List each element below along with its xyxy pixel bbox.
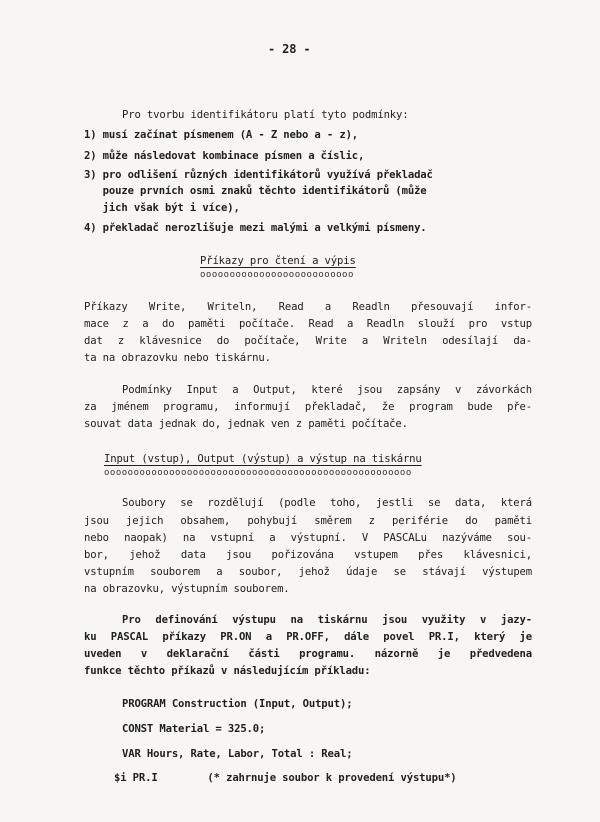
- rule-item: 3) pro odlišení různých identifikátorů využívá překladač: [84, 169, 433, 181]
- paragraph-line: Pro definování výstupu na tiskárnu jsou využity v jazy-: [122, 614, 532, 626]
- rule-item: pouze prvních osmi znaků těchto identifikátorů (může: [84, 185, 427, 197]
- paragraph-line: jsou jejich obsahem, pohybují směrem z periférie do paměti: [84, 515, 532, 527]
- code-line: VAR Hours, Rate, Labor, Total : Real;: [122, 748, 353, 760]
- page-number: - 28 -: [268, 42, 311, 56]
- code-line: PROGRAM Construction (Input, Output);: [122, 698, 353, 710]
- paragraph-line: Soubory se rozdělují (podle toho, jestli se data, která: [122, 497, 532, 509]
- paragraph-line: funkce těchto příkazů v následujícím příkladu:: [84, 665, 371, 677]
- heading-dotted-rule: oooooooooooooooooooooooooooooooooooooooooooooooooooo: [104, 468, 412, 478]
- rule-item: 4) překladač nerozlišuje mezi malými a velkými písmeny.: [84, 222, 427, 234]
- paragraph-line: uveden v deklarační části programu. názorně je předvedena: [84, 648, 532, 660]
- paragraph-line: ta na obrazovku nebo tiskárnu.: [84, 352, 271, 364]
- paragraph-line: Podmínky Input a Output, které jsou zapsány v závorkách: [122, 384, 532, 396]
- paragraph-line: nebo naopak) na vstupní a výstupní. V PASCALu nazýváme sou-: [84, 532, 532, 544]
- paragraph-line: na obrazovku, výstupním souborem.: [84, 583, 290, 595]
- paragraph-line: bor, jehož data jsou pořizována vstupem přes klávesnici,: [84, 549, 532, 561]
- code-line: $i PR.I (* zahrnuje soubor k provedení výstupu*): [114, 772, 457, 784]
- rule-item: 1) musí začínat písmenem (A - Z nebo a - z),: [84, 129, 359, 141]
- section-heading: Input (vstup), Output (výstup) a výstup na tiskárnu: [104, 453, 422, 465]
- section-heading: Příkazy pro čtení a výpis: [200, 255, 356, 267]
- paragraph-line: ku PASCAL příkazy PR.ON a PR.OFF, dále povel PR.I, který je: [84, 631, 532, 643]
- intro-text: Pro tvorbu identifikátoru platí tyto podmínky:: [122, 109, 409, 121]
- paragraph-line: dat z klávesnice do počítače, Write a Writeln odesílají da-: [84, 335, 532, 347]
- paragraph-line: souvat data jednak do, jednak ven z paměti počítače.: [84, 418, 408, 430]
- paragraph-line: mace z a do paměti počítače. Read a Readln slouží pro vstup: [84, 318, 532, 330]
- rule-item: jich však být i více),: [84, 202, 240, 214]
- paragraph-line: za jménem programu, informují překladač, že program bude pře-: [84, 401, 532, 413]
- paragraph-line: vstupním souborem a soubor, jehož údaje se stávají výstupem: [84, 566, 532, 578]
- heading-dotted-rule: oooooooooooooooooooooooooo: [200, 270, 354, 280]
- code-line: CONST Material = 325.0;: [122, 723, 266, 735]
- paragraph-line: Příkazy Write, Writeln, Read a Readln přesouvají infor-: [84, 301, 532, 313]
- rule-item: 2) může následovat kombinace písmen a číslic,: [84, 150, 365, 162]
